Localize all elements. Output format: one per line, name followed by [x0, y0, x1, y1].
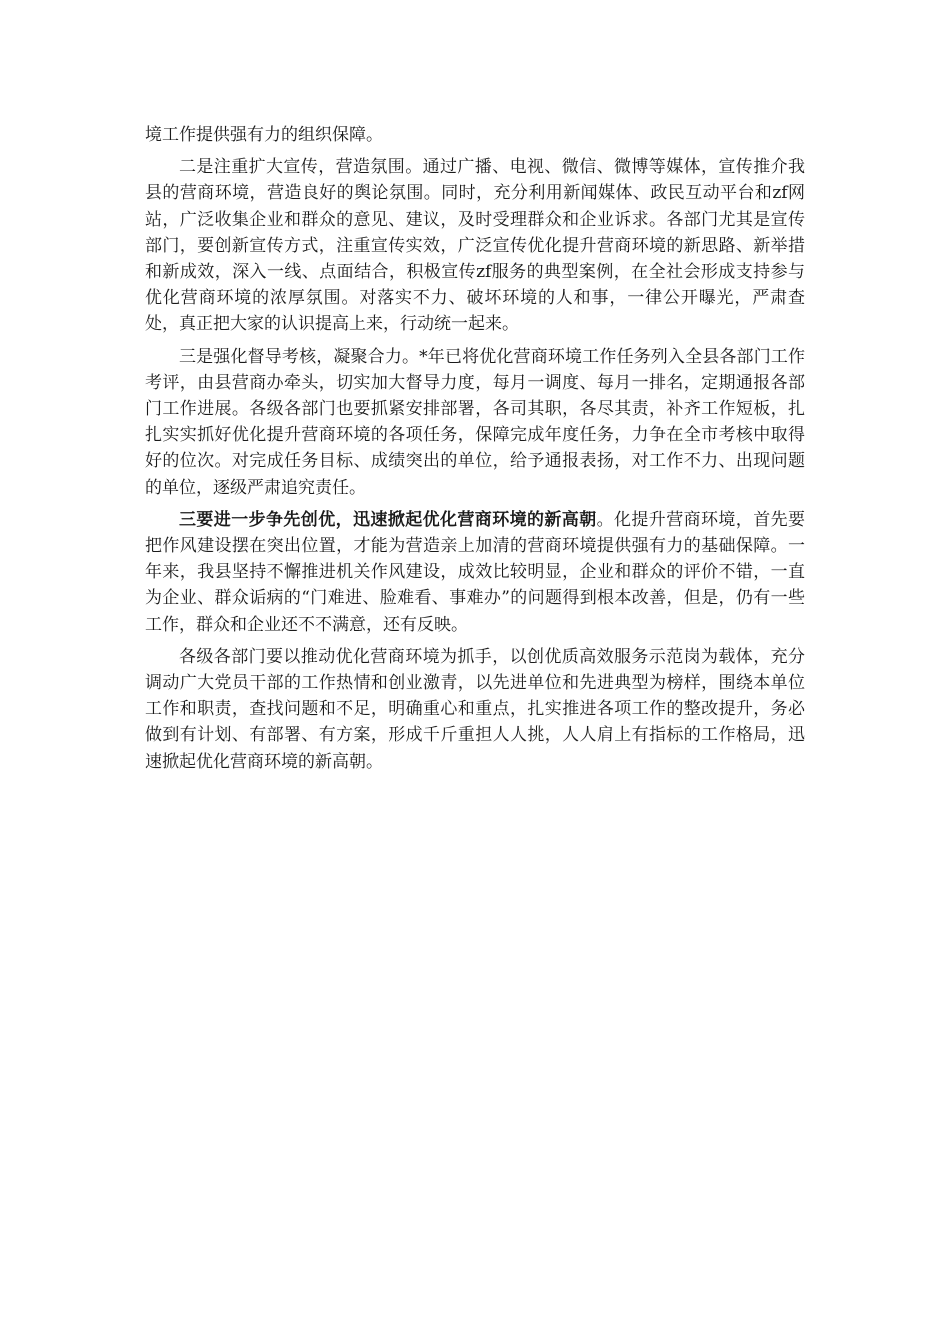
- paragraph-heading: 三要进一步争先创优，迅速掀起优化营商环境的新高朝: [179, 509, 597, 530]
- paragraph-text: 二是注重扩大宣传，营造氛围。通过广播、电视、微信、微博等媒体，宣传推介我县的营商环境，营造良好的舆论氛围。同时，充分利用新闻媒体、政民互动平台和zf网站，广泛收集企业和群众的意见、建议，及时受理群众和企业诉求。各部门尤其是宣传部门，要创新宣传方式，注重宣传实效，广泛宣传优化提升营商环境的新思路、新举措和新成效，深入一线、点面结合，积极宣传zf服务的典型案例，在全社会形成支持参与优化营商环境的浓厚氛围。对落实不力、破坏环境的人和事，一律公开曝光，严肃查处，真正把大家的认识提高上来，行动统一起来。: [145, 157, 805, 335]
- paragraph-text: 。化提升营商环境，首先要把作风建设摆在突出位置，才能为营造亲上加清的营商环境提供强有力的基础保障。一年来，我县坚持不懈推进机关作风建设，成效比较明显，企业和群众的评价不错，一直为企业、群众诟病的“门难进、脸难看、事难办”的问题得到根本改善，但是，仍有一些工作，群众和企业还不不满意，还有反映。: [145, 509, 806, 635]
- paragraph-supervision: [145, 344, 805, 501]
- paragraph-publicity: [145, 154, 805, 337]
- paragraph-continuation: [145, 122, 805, 148]
- paragraph-text: 各级各部门要以推动优化营商环境为抓手，以创优质高效服务示范岗为载体，充分调动广大党员干部的工作热情和创业激青，以先进单位和先进典型为榜样，围绕本单位工作和职责，查找问题和不足，明确重心和重点，扎实推进各项工作的整改提升，务必做到有计划、有部署、有方案，形成千斤重担人人挑，人人肩上有指标的工作格局，迅速掀起优化营商环境的新高朝。: [145, 646, 805, 772]
- paragraph-excellence: [145, 507, 805, 638]
- paragraph-text: 境工作提供强有力的组织保障。: [145, 125, 383, 145]
- document-body: [145, 122, 805, 781]
- paragraph-text: 三是强化督导考核，凝聚合力。*年已将优化营商环境工作任务列入全县各部门工作考评，由县营商办牵头，切实加大督导力度，每月一调度、每月一排名，定期通报各部门工作进展。各级各部门也要抓紧安排部署，各司其职，各尽其责，补齐工作短板，扎扎实实抓好优化提升营商环境的各项任务，保障完成年度任务，力争在全市考核中取得好的位次。对完成任务目标、成绩突出的单位，给予通报表扬，对工作不力、出现问题的单位，逐级严肃追究责任。: [145, 346, 805, 498]
- paragraph-departments: [145, 644, 805, 775]
